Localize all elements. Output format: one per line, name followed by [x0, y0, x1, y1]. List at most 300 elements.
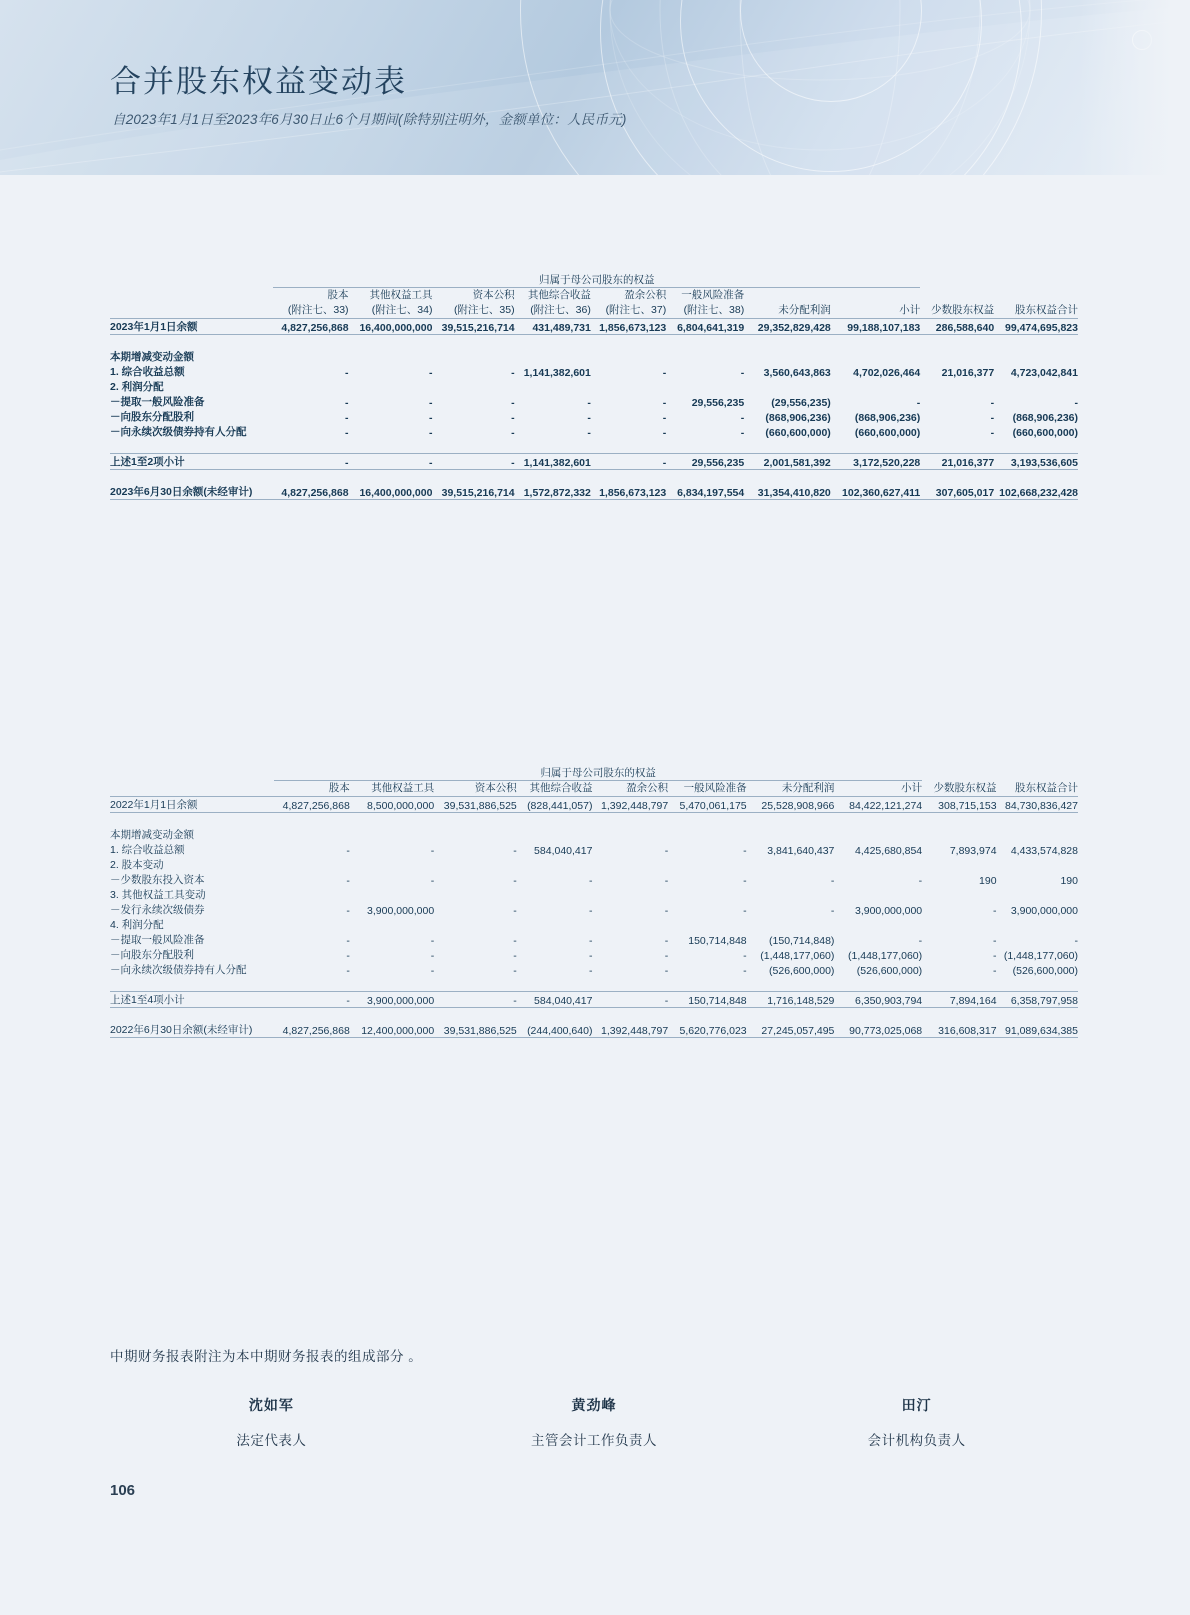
row-value: - [743, 950, 747, 962]
column-header: 股本 [274, 781, 350, 797]
row-value: 5,470,061,175 [668, 797, 746, 813]
row-value: (660,600,000) [1012, 427, 1078, 439]
row-value [591, 349, 666, 364]
row-value [922, 827, 996, 842]
column-header-blank [110, 288, 273, 319]
row-value [517, 827, 593, 842]
row-value [747, 827, 835, 842]
row-value [273, 379, 348, 394]
row-value: - [430, 935, 435, 947]
row-value [997, 887, 1078, 902]
page-title: 合并股东权益变动表 [110, 64, 407, 99]
row-label: 本期增减变动金额 [110, 351, 194, 363]
row-value: 39,515,216,714 [432, 319, 514, 335]
row-value: - [587, 397, 591, 409]
row-value: (29,556,235) [771, 397, 831, 409]
row-label: －提取一般风险准备 [110, 396, 205, 408]
row-value: 6,358,797,958 [997, 992, 1078, 1008]
row-value [350, 857, 434, 872]
column-header-blank [110, 781, 274, 797]
row-value [666, 349, 744, 364]
row-value: (1,448,177,060) [760, 950, 835, 962]
row-value: - [990, 397, 995, 409]
row-value [831, 349, 920, 364]
row-value: 3,900,000,000 [350, 992, 434, 1008]
row-value: 6,834,197,554 [666, 484, 744, 500]
row-value: 39,531,886,525 [434, 797, 517, 813]
row-value: - [664, 905, 669, 917]
table-row [110, 454, 1078, 470]
row-value: (660,600,000) [765, 427, 831, 439]
row-value: (1,448,177,060) [1003, 950, 1078, 962]
row-value: - [740, 367, 745, 379]
row-value: - [830, 905, 835, 917]
row-value [273, 349, 348, 364]
row-value: - [588, 905, 593, 917]
row-value: - [511, 412, 515, 424]
column-header: 股东权益合计 [997, 781, 1078, 797]
row-value: 190 [979, 875, 997, 887]
row-value: 31,354,410,820 [744, 484, 831, 500]
row-label: 2023年1月1日余额 [110, 319, 273, 335]
page-header-banner [0, 0, 1190, 175]
row-value: (828,441,057) [517, 797, 593, 813]
row-value: 3,193,536,605 [994, 454, 1078, 470]
row-label: －提取一般风险准备 [110, 934, 205, 946]
signature-legal-representative [110, 1395, 433, 1449]
row-value: - [588, 950, 593, 962]
row-value: - [592, 992, 668, 1008]
row-value [668, 887, 746, 902]
table-group-header-row [110, 765, 1078, 781]
row-value: 84,422,121,274 [834, 797, 922, 813]
column-header: 一般风险准备 (附注七、38) [666, 288, 744, 319]
row-value: - [743, 905, 747, 917]
row-value: - [588, 965, 593, 977]
globe-meridians-decoration [560, 0, 1080, 175]
row-value: - [993, 905, 997, 917]
row-value: (526,600,000) [856, 965, 923, 977]
column-header: 资本公积 [434, 781, 517, 797]
row-value: - [346, 965, 350, 977]
row-value: - [664, 875, 669, 887]
row-value: 1,141,382,601 [523, 367, 591, 379]
row-value: (1,448,177,060) [848, 950, 923, 962]
column-header: 股本 (附注七、33) [273, 288, 348, 319]
row-value [920, 349, 994, 364]
row-value: - [587, 412, 591, 424]
row-label: 3. 其他权益工具变动 [110, 889, 206, 901]
row-label: 2022年1月1日余额 [110, 797, 274, 813]
row-value [994, 349, 1078, 364]
row-value [831, 379, 920, 394]
row-value [350, 827, 434, 842]
row-value [434, 827, 517, 842]
row-value [434, 887, 517, 902]
row-value [349, 379, 433, 394]
table-spacer-row [110, 439, 1078, 454]
row-value [517, 857, 593, 872]
table-row [110, 349, 1078, 364]
row-value [434, 857, 517, 872]
page-number: 106 [110, 1482, 136, 1499]
row-value: 102,360,627,411 [831, 484, 920, 500]
row-value [747, 887, 835, 902]
equity-change-table-2023 [110, 272, 1078, 500]
spacer-cell [110, 765, 274, 781]
row-value [517, 887, 593, 902]
row-value: - [588, 935, 593, 947]
signature-accounting-institution-head [755, 1395, 1078, 1449]
table-row [110, 947, 1078, 962]
row-value [517, 917, 593, 932]
row-value: - [662, 427, 667, 439]
row-label: －少数股东投入资本 [110, 874, 205, 886]
table-spacer-row [110, 977, 1078, 992]
row-value [834, 857, 922, 872]
table-spacer-row [110, 470, 1078, 485]
row-value: 4,425,680,854 [855, 845, 923, 857]
column-header: 一般风险准备 [668, 781, 746, 797]
row-value: 286,588,640 [920, 319, 994, 335]
row-label: －发行永续次级债券 [110, 904, 205, 916]
row-value: - [434, 992, 517, 1008]
row-value: - [743, 845, 747, 857]
row-label: 上述1至2项小计 [110, 454, 273, 470]
row-value: (868,906,236) [765, 412, 831, 424]
spacer-cell [922, 765, 996, 781]
row-value: 1,716,148,529 [747, 992, 835, 1008]
row-value: 6,804,641,319 [666, 319, 744, 335]
row-value: 7,893,974 [949, 845, 997, 857]
equity-change-table-2022 [110, 765, 1078, 1038]
row-value: 6,350,903,794 [834, 992, 922, 1008]
table-spacer-row [110, 813, 1078, 828]
row-value: 1,856,673,123 [591, 484, 666, 500]
spacer-cell [994, 272, 1078, 288]
column-header: 未分配利润 [747, 781, 835, 797]
spacer-cell [997, 765, 1078, 781]
row-value [920, 379, 994, 394]
row-value: - [830, 875, 835, 887]
row-value: 4,827,256,868 [273, 319, 348, 335]
signature-block [110, 1395, 1078, 1449]
row-value: (660,600,000) [854, 427, 921, 439]
row-value: - [513, 965, 517, 977]
row-value: 29,352,829,428 [744, 319, 831, 335]
row-value: - [511, 397, 515, 409]
row-value: - [588, 875, 593, 887]
row-value: - [273, 454, 348, 470]
row-value: - [346, 845, 350, 857]
column-header: 未分配利润 [744, 288, 831, 319]
row-value: 102,668,232,428 [994, 484, 1078, 500]
row-value: 431,489,731 [515, 319, 591, 335]
row-value: 190 [1060, 875, 1078, 887]
row-value [834, 827, 922, 842]
row-label: －向永续次级债券持有人分配 [110, 426, 247, 438]
row-value [922, 857, 996, 872]
column-header: 其他综合收益 (附注七、36) [515, 288, 591, 319]
row-value [744, 349, 831, 364]
row-value [666, 379, 744, 394]
row-value: - [664, 845, 669, 857]
row-value: - [345, 397, 349, 409]
row-value [668, 917, 746, 932]
banner-fade-overlay [1080, 0, 1190, 175]
row-value: 584,040,417 [534, 845, 593, 857]
column-header: 其他综合收益 [517, 781, 593, 797]
row-value [744, 379, 831, 394]
row-value: 4,433,574,828 [1010, 845, 1078, 857]
column-header: 少数股东权益 [922, 781, 996, 797]
signer-role: 法定代表人 [236, 1433, 307, 1448]
row-value: 12,400,000,000 [350, 1022, 434, 1038]
row-value: 5,620,776,023 [668, 1022, 746, 1038]
row-value: 21,016,377 [920, 454, 994, 470]
row-value: - [990, 427, 995, 439]
row-value: - [346, 935, 350, 947]
row-value: 4,827,256,868 [274, 797, 350, 813]
row-value [592, 887, 668, 902]
row-value [592, 857, 668, 872]
group-header-label: 归属于母公司股东的权益 [274, 765, 922, 781]
row-value [994, 379, 1078, 394]
row-value: - [345, 427, 349, 439]
row-value [432, 349, 514, 364]
column-header: 其他权益工具 [350, 781, 434, 797]
row-value: - [662, 367, 667, 379]
row-value [922, 917, 996, 932]
row-value [997, 827, 1078, 842]
row-value [350, 887, 434, 902]
row-value: - [662, 397, 667, 409]
table-row [110, 827, 1078, 842]
row-value [591, 379, 666, 394]
row-value: - [274, 992, 350, 1008]
row-value: 91,089,634,385 [997, 1022, 1078, 1038]
row-value: (868,906,236) [1012, 412, 1078, 424]
row-value: - [591, 454, 666, 470]
column-header: 小计 [834, 781, 922, 797]
row-value: 16,400,000,000 [349, 484, 433, 500]
table-row [110, 364, 1078, 379]
row-value [515, 349, 591, 364]
row-value [997, 857, 1078, 872]
row-value: - [743, 965, 747, 977]
signer-role: 会计机构负责人 [867, 1433, 966, 1448]
row-value: 316,608,317 [922, 1022, 996, 1038]
row-value [349, 349, 433, 364]
row-value: 90,773,025,068 [834, 1022, 922, 1038]
row-value: - [993, 965, 997, 977]
row-value: - [349, 454, 433, 470]
signer-role: 主管会计工作负责人 [531, 1433, 657, 1448]
row-value: 3,900,000,000 [1010, 905, 1078, 917]
row-value: 2,001,581,392 [744, 454, 831, 470]
row-value: 3,900,000,000 [855, 905, 923, 917]
signer-name: 田汀 [901, 1397, 932, 1413]
row-value [922, 887, 996, 902]
row-label: －向永续次级债券持有人分配 [110, 964, 247, 976]
table-row [110, 932, 1078, 947]
row-value: - [345, 367, 349, 379]
row-value [834, 917, 922, 932]
row-value [592, 827, 668, 842]
row-value: 3,841,640,437 [767, 845, 835, 857]
row-value [747, 857, 835, 872]
row-value: 307,605,017 [920, 484, 994, 500]
row-value: 1,572,872,332 [515, 484, 591, 500]
row-value: 3,560,643,863 [763, 367, 831, 379]
row-label: －向股东分配股利 [110, 411, 194, 423]
table-row [110, 887, 1078, 902]
row-label: 2023年6月30日余额(未经审计) [110, 484, 273, 500]
row-value: 8,500,000,000 [350, 797, 434, 813]
row-label: 上述1至4项小计 [110, 992, 274, 1008]
column-header: 少数股东权益 [920, 288, 994, 319]
row-value: - [511, 367, 515, 379]
row-value: 1,392,448,797 [592, 1022, 668, 1038]
row-value: - [993, 935, 997, 947]
row-value: 39,515,216,714 [432, 484, 514, 500]
row-value: 4,827,256,868 [273, 484, 348, 500]
table-row [110, 797, 1078, 813]
table-row [110, 1022, 1078, 1038]
row-value: - [511, 427, 515, 439]
row-label: 2022年6月30日余额(未经审计) [110, 1022, 274, 1038]
row-value: 29,556,235 [691, 397, 745, 409]
row-value: - [513, 845, 517, 857]
row-value: - [345, 412, 349, 424]
row-value: (526,600,000) [1012, 965, 1078, 977]
table-row [110, 917, 1078, 932]
row-value [432, 379, 514, 394]
row-value [350, 917, 434, 932]
table-row [110, 424, 1078, 439]
row-value: - [346, 905, 350, 917]
column-header: 盈余公积 (附注七、37) [591, 288, 666, 319]
row-value: 1,856,673,123 [591, 319, 666, 335]
row-value: - [918, 875, 923, 887]
row-value: 1,392,448,797 [592, 797, 668, 813]
row-value: 7,894,164 [922, 992, 996, 1008]
row-value: - [513, 905, 517, 917]
row-value: - [513, 875, 517, 887]
row-value: - [1074, 397, 1078, 409]
row-value: 21,016,377 [941, 367, 995, 379]
row-value: - [1074, 935, 1078, 947]
row-value [668, 857, 746, 872]
signer-name: 黄劲峰 [571, 1397, 617, 1413]
row-label: 本期增减变动金额 [110, 829, 194, 841]
row-value: - [513, 935, 517, 947]
table-column-header-row [110, 781, 1078, 797]
row-value: 3,900,000,000 [367, 905, 435, 917]
row-value: 84,730,836,427 [997, 797, 1078, 813]
row-label: 2. 利润分配 [110, 381, 164, 393]
row-value: 27,245,057,495 [747, 1022, 835, 1038]
column-header: 资本公积 (附注七、35) [432, 288, 514, 319]
row-value: - [662, 412, 667, 424]
table-row [110, 842, 1078, 857]
row-value: - [432, 454, 514, 470]
footnote-text: 中期财务报表附注为本中期财务报表的组成部分 。 [110, 1349, 423, 1364]
row-value: (244,400,640) [517, 1022, 593, 1038]
row-value: 4,702,026,464 [853, 367, 921, 379]
row-label: 4. 利润分配 [110, 919, 164, 931]
table-row [110, 484, 1078, 500]
table-row [110, 992, 1078, 1008]
row-label: 1. 综合收益总额 [110, 366, 185, 378]
row-value [515, 379, 591, 394]
row-value [434, 917, 517, 932]
row-value: (150,714,848) [769, 935, 835, 947]
row-value: 4,827,256,868 [274, 1022, 350, 1038]
signer-name: 沈如军 [248, 1397, 294, 1413]
table-row [110, 409, 1078, 424]
row-value [997, 917, 1078, 932]
table-row [110, 962, 1078, 977]
row-value: - [740, 427, 745, 439]
column-header: 小计 [831, 288, 920, 319]
table-spacer-row [110, 335, 1078, 350]
spacer-cell [110, 272, 273, 288]
row-value: (526,600,000) [769, 965, 835, 977]
column-header: 盈余公积 [592, 781, 668, 797]
group-header-label: 归属于母公司股东的权益 [273, 272, 920, 288]
row-value [274, 827, 350, 842]
row-value: 29,556,235 [666, 454, 744, 470]
table-row [110, 379, 1078, 394]
row-value: - [664, 965, 669, 977]
row-value: 308,715,153 [922, 797, 996, 813]
row-value: - [430, 845, 435, 857]
row-value [274, 857, 350, 872]
row-value: 3,172,520,228 [831, 454, 920, 470]
table-spacer-row [110, 1008, 1078, 1023]
row-value: 150,714,848 [668, 992, 746, 1008]
row-value: - [428, 397, 433, 409]
row-label: －向股东分配股利 [110, 949, 194, 961]
row-value: - [513, 950, 517, 962]
row-label: 2. 股本变动 [110, 859, 164, 871]
statement-table [110, 765, 1078, 1038]
row-label: 1. 综合收益总额 [110, 844, 185, 856]
page-subtitle: 自2023年1月1日至2023年6月30日止6个月期间(除特别注明外，金额单位：人民币元) [112, 112, 627, 127]
row-value: 25,528,908,966 [747, 797, 835, 813]
row-value: - [743, 875, 747, 887]
row-value: - [428, 427, 433, 439]
row-value [834, 887, 922, 902]
row-value [274, 917, 350, 932]
row-value: (868,906,236) [854, 412, 921, 424]
row-value: - [430, 950, 435, 962]
table-row [110, 872, 1078, 887]
spacer-cell [920, 272, 994, 288]
row-value: 584,040,417 [517, 992, 593, 1008]
row-value [747, 917, 835, 932]
row-value: 39,531,886,525 [434, 1022, 517, 1038]
row-value: - [346, 875, 350, 887]
row-value: - [990, 412, 995, 424]
row-value: - [664, 935, 669, 947]
row-value: - [740, 412, 745, 424]
row-value [592, 917, 668, 932]
table-column-header-row [110, 288, 1078, 319]
row-value: - [918, 935, 923, 947]
row-value: - [428, 412, 433, 424]
